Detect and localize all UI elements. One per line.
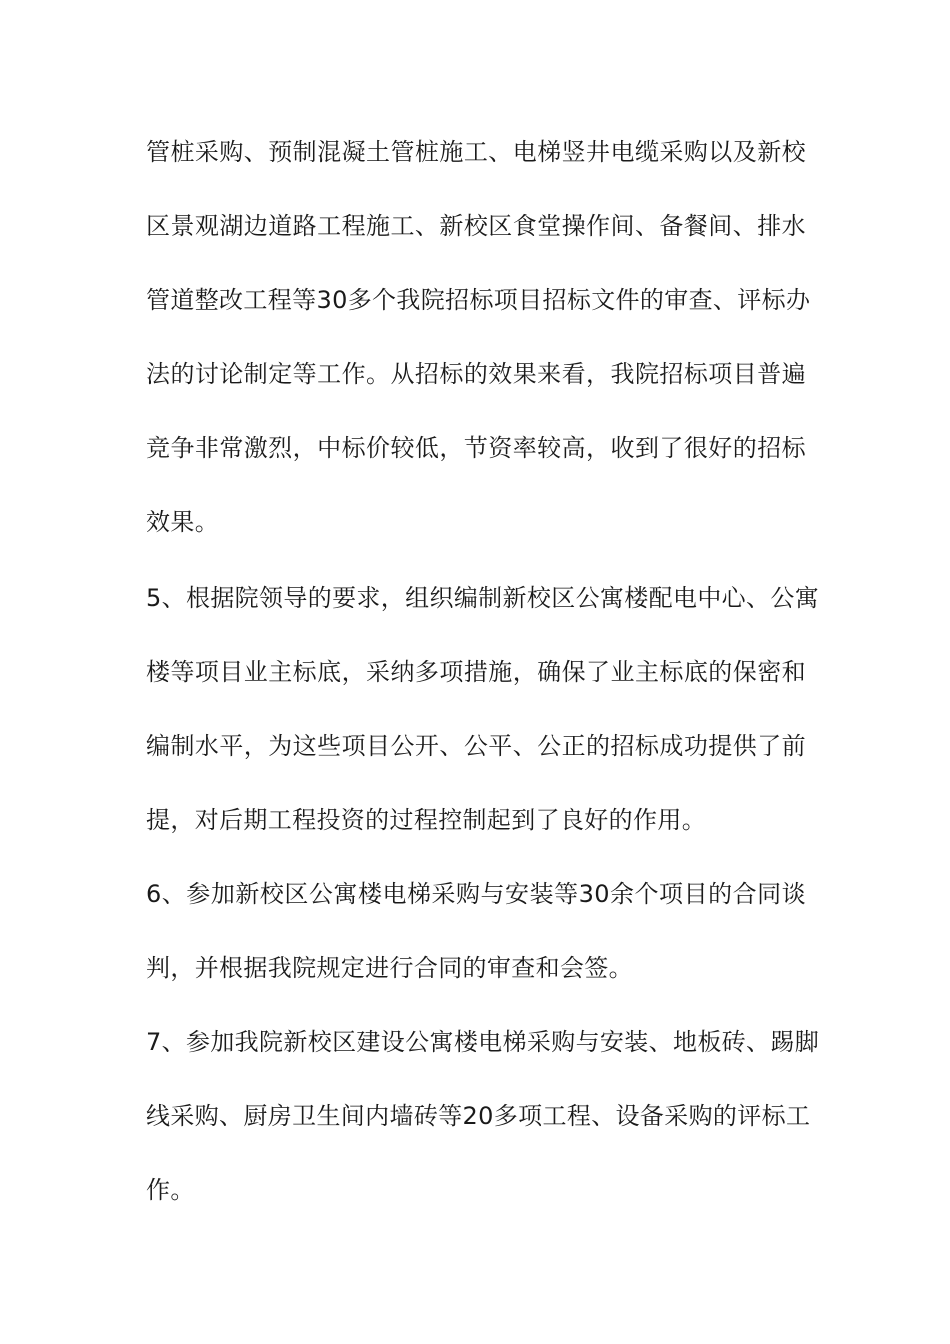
text-line: 效果。 — [146, 508, 220, 536]
text-line: 区景观湖边道路工程施工、新校区食堂操作间、备餐间、排水 — [146, 212, 806, 240]
text-line: 楼等项目业主标底，采纳多项措施，确保了业主标底的保密和 — [146, 658, 806, 686]
text-line: 提，对后期工程投资的过程控制起到了良好的作用。 — [146, 806, 707, 834]
text-line: 6、参加新校区公寓楼电梯采购与安装等30余个项目的合同谈 — [146, 880, 806, 908]
text-line: 管桩采购、预制混凝土管桩施工、电梯竖井电缆采购以及新校 — [146, 138, 806, 166]
text-line: 法的讨论制定等工作。从招标的效果来看，我院招标项目普遍 — [146, 360, 806, 388]
text-line: 7、参加我院新校区建设公寓楼电梯采购与安装、地板砖、踢脚 — [146, 1028, 820, 1056]
text-line: 竞争非常激烈，中标价较低，节资率较高，收到了很好的招标 — [146, 434, 806, 462]
text-line: 判，并根据我院规定进行合同的审查和会签。 — [146, 954, 633, 982]
text-line: 管道整改工程等30多个我院招标项目招标文件的审查、评标办 — [146, 286, 811, 314]
text-line: 5、根据院领导的要求，组织编制新校区公寓楼配电中心、公寓 — [146, 584, 820, 612]
text-line: 作。 — [146, 1176, 195, 1204]
text-line: 编制水平，为这些项目公开、公平、公正的招标成功提供了前 — [146, 732, 806, 760]
text-line: 线采购、厨房卫生间内墙砖等20多项工程、设备采购的评标工 — [146, 1102, 811, 1130]
